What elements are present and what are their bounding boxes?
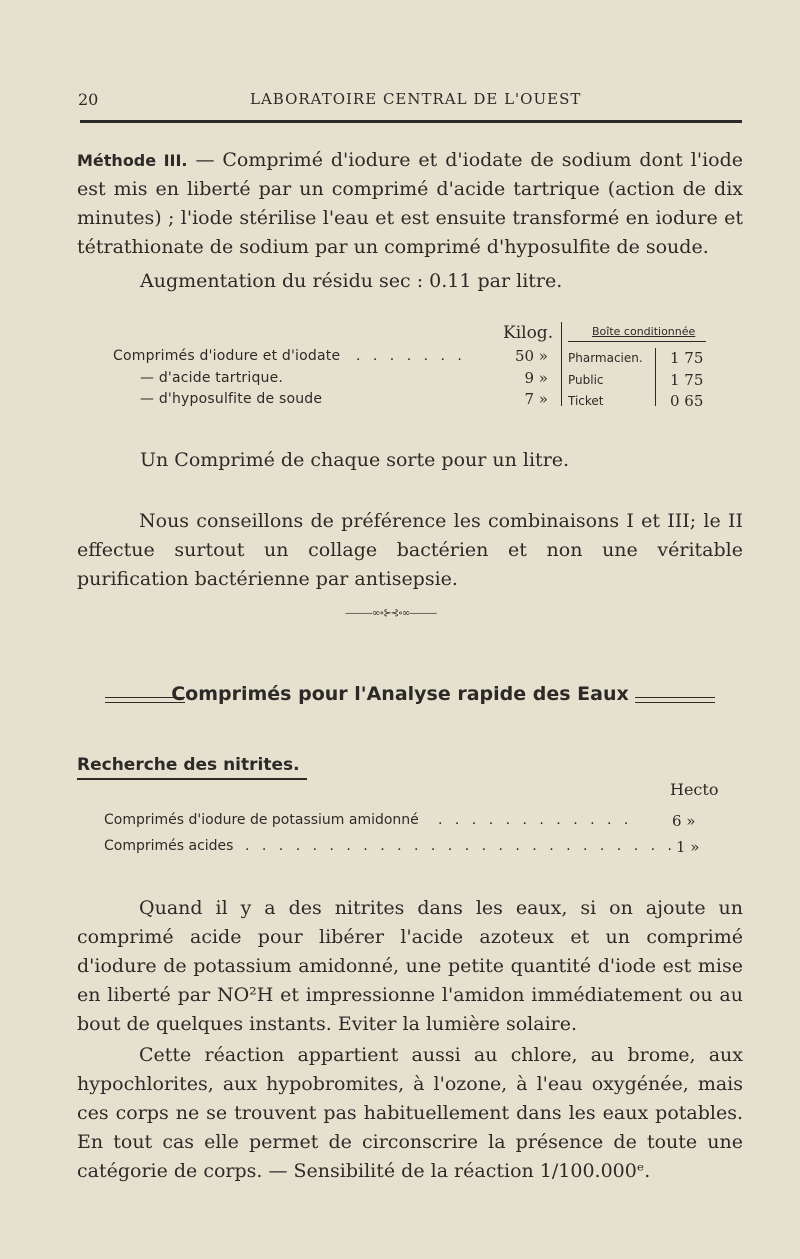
leader-dots: . . . . . . . . . . . . . . . . . . . . . . . . . .	[245, 838, 676, 854]
table-row-price: 1 75	[670, 371, 704, 389]
table-row-qty: 9 »	[524, 369, 548, 387]
quand-paragraph: Quand il y a des nitrites dans les eaux, si on ajoute un comprimé acide pour libérer l'acide azoteux et un comprimé d'iodure de potassium amidonné, une petite quantité d'iode est mise en liberté par NO²H et impressionne l'amidon immédiatement ou au bout de quelques instants. Eviter la lumière solaire.	[77, 897, 743, 1035]
ornament-divider: ———∞∘⊱⊰∘∞———	[345, 608, 437, 619]
leader-dots: . . . . . . .	[356, 348, 466, 364]
table-divider	[561, 322, 562, 406]
price-divider	[655, 348, 656, 406]
table-row-name: Comprimés d'iodure et d'iodate	[113, 348, 341, 364]
nitrite-row-name: Comprimés d'iodure de potassium amidonné	[104, 812, 419, 828]
boite-header: Boîte conditionnée	[592, 325, 696, 338]
title-rule-right	[635, 697, 715, 703]
nitrite-row-name: Comprimés acides	[104, 838, 234, 854]
table-row-name: — d'acide tartrique.	[140, 370, 284, 386]
methode-text: — Comprimé d'iodure et d'iodate de sodium dont l'iode est mis en liberté par un comprimé d'acide tartrique (action de dix minutes) ; l'iode stérilise l'eau et est ensuite transformé en iodure et tétrathionate de sodium par un comprimé d'hyposulfite de soude.	[77, 149, 743, 258]
table-row-qty: 50 »	[514, 347, 548, 365]
table-row-price: 0 65	[670, 392, 704, 410]
leader-dots: . . . . . . . . . . . .	[438, 812, 633, 828]
table-row-type: Pharmacien.	[568, 351, 643, 365]
table-row-name: — d'hyposulfite de soude	[140, 391, 323, 407]
nitrite-row-qty: 6 »	[672, 812, 696, 830]
header-rule	[80, 120, 742, 123]
page-number: 20	[78, 90, 99, 109]
hecto-header: Hecto	[670, 780, 719, 799]
running-header: LABORATOIRE CENTRAL DE L'OUEST	[250, 90, 582, 108]
boite-rule	[568, 341, 706, 342]
methode-paragraph	[77, 146, 743, 262]
residu-line: Augmentation du résidu sec : 0.11 par litre.	[140, 270, 563, 292]
nitrite-row-qty: 1 »	[676, 838, 700, 856]
cette-paragraph: Cette réaction appartient aussi au chlore, au brome, aux hypochlorites, aux hypobromites, à l'ozone, à l'eau oxygénée, mais ces corps ne se trouvent pas habituellement dans les eaux potables. En tout cas elle permet de circonscrire la présence de toute une catégorie de corps. — Sensibilité de la réaction 1/100.000ᵉ.	[77, 1044, 743, 1182]
table-row-qty: 7 »	[524, 390, 548, 408]
table-row-type: Ticket	[568, 394, 604, 408]
section-title: Comprimés pour l'Analyse rapide des Eaux	[171, 683, 629, 705]
subsection-rule	[77, 778, 307, 780]
methode-label: Méthode III.	[77, 151, 188, 170]
subsection-heading: Recherche des nitrites.	[77, 755, 300, 775]
conseil-paragraph: Nous conseillons de préférence les combinaisons I et III; le II effectue surtout un collage bactérien et non une véritable purification bactérienne par antisepsie.	[77, 510, 743, 590]
un-comprime-line: Un Comprimé de chaque sorte pour un litre.	[140, 449, 570, 471]
kilog-header: Kilog.	[503, 323, 554, 343]
table-row-price: 1 75	[670, 349, 704, 367]
table-row-type: Public	[568, 373, 604, 387]
